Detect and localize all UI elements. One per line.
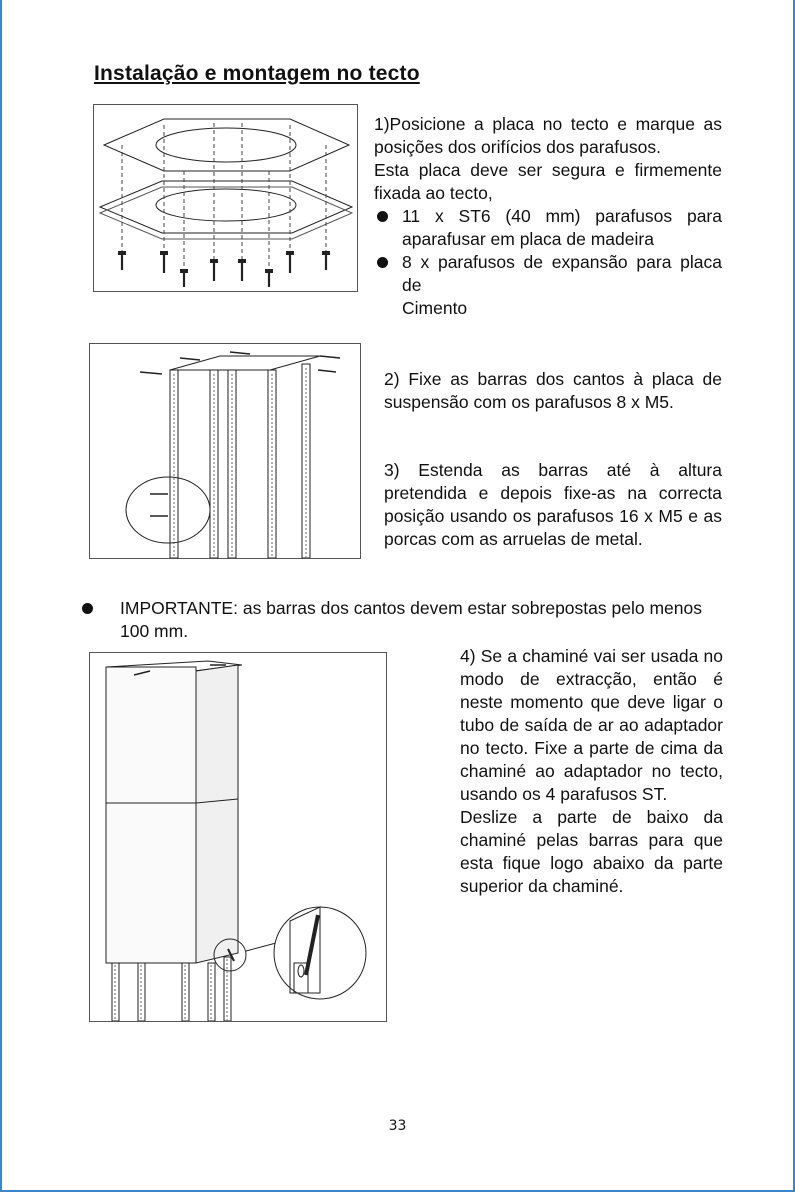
important-text: IMPORTANTE: as barras dos cantos devem estar sobrepostas pelo menos 100 mm. [120,598,702,641]
step4-text-block [460,645,723,898]
page-frame-left [0,0,2,1192]
step4-instruction: 4) Se a chaminé vai ser usada no modo de extracção, então é neste momento que deve ligar o tubo de saída de ar ao adaptador no tecto. Fixe a parte de cima da chaminé ao adaptador no tecto, usando os 4 parafusos ST. [460,646,723,804]
ceiling-plate-illustration-icon [94,105,357,291]
step1-bullet-list [374,205,722,297]
step4-slide-instruction: Deslize a parte de baixo da chaminé pelas barras para que esta fique logo abaixo da parte superior da chaminé. [460,807,723,896]
page-number: 33 [388,1118,407,1134]
ceiling-plate-figure [93,104,358,292]
bullet-icon [377,211,388,222]
step1-text-block [374,113,722,320]
chimney-illustration-icon [90,653,386,1021]
step2-instruction: 2) Fixe as barras dos cantos à placa de suspensão com os parafusos 8 x M5. [384,369,722,412]
important-note [82,597,727,643]
chimney-figure [89,652,387,1022]
step1-note: Esta placa deve ser segura e firmemente fixada ao tecto, [374,160,722,203]
step1-instruction: 1)Posicione a placa no tecto e marque as posições dos orifícios dos parafusos. [374,114,722,157]
step2-text-block [384,368,722,414]
step3-text-block [384,459,722,551]
step1-bullet-continuation: Cimento [402,298,468,318]
step3-instruction: 3) Estenda as barras até à altura pretendida e depois fixe-as na correcta posição usando os parafusos 16 x M5 e as porcas com as arruelas de metal. [384,460,722,549]
corner-bars-figure [89,343,361,559]
page-title: Instalação e montagem no tecto [94,62,420,85]
bullet-icon [82,603,93,614]
list-item: 8 x parafusos de expansão para placa de [374,251,722,297]
list-item: 11 x ST6 (40 mm) parafusos para aparafusar em placa de madeira [374,205,722,251]
bullet-icon [377,257,388,268]
corner-bars-illustration-icon [90,344,360,558]
